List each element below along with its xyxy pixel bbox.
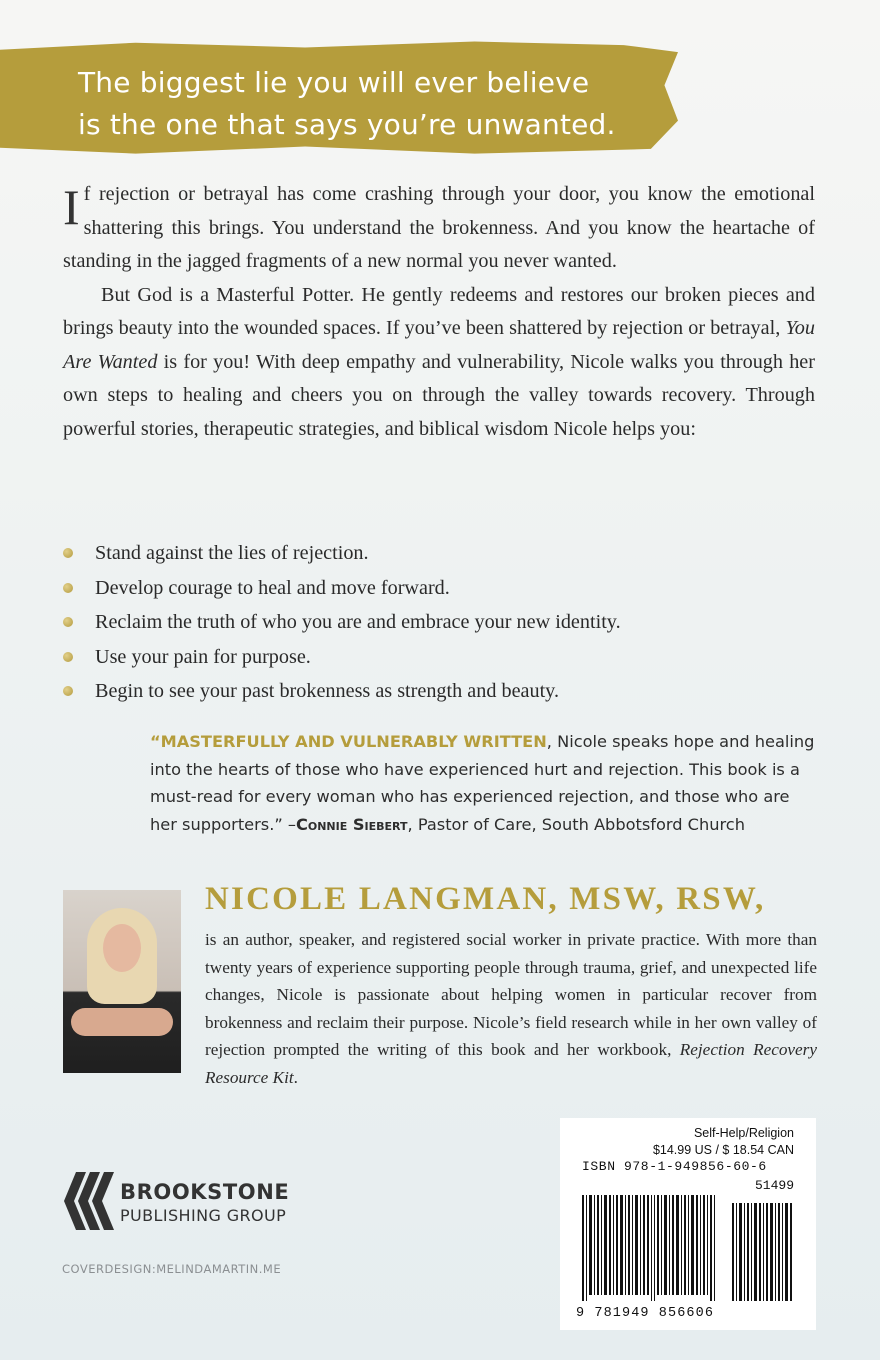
author-name: NICOLE LANGMAN, MSW, RSW,: [205, 881, 766, 917]
quote-role: , Pastor of Care, South Abbotsford Church: [407, 814, 745, 834]
author-photo: [63, 890, 181, 1073]
description-paragraph-2: But God is a Masterful Potter. He gently redeems and restores our broken pieces and brings beauty into the wounded spaces. If you’ve been shattered by rejection or betrayal, You Are Wanted is for you! With deep empathy and vulnerability, Nicole walks you through her own steps to healing and cheers you on through the valley towards recovery. Through powerful stories, therapeutic strategies, and biblical wisdom Nicole helps you:: [63, 283, 815, 440]
bullet-icon: [63, 652, 73, 662]
list-item: Develop courage to heal and move forward.: [63, 571, 823, 606]
quote-lead: “MASTERFULLY AND VULNERABLY WRITTEN: [150, 732, 547, 751]
endorsement-quote: “MASTERFULLY AND VULNERABLY WRITTEN, Nicole speaks hope and healing into the hearts of those who have experienced hurt and rejection. This book is a must-read for every woman who has experienced rejection, and those who are her supporters.” –Connie Siebert, Pastor of Care, South Abbotsford Church: [150, 732, 815, 834]
bullet-icon: [63, 583, 73, 593]
benefit-list: [63, 536, 823, 709]
list-item: Use your pain for purpose.: [63, 640, 823, 675]
list-item: Stand against the lies of rejection.: [63, 536, 823, 571]
isbn: ISBN 978-1-949856-60-6: [582, 1159, 767, 1174]
barcode-number: 9 781949 856606: [576, 1306, 715, 1321]
barcode: [582, 1175, 794, 1301]
headline-line-2: is the one that says you’re unwanted.: [78, 108, 616, 141]
headline-line-1: The biggest lie you will ever believe: [78, 66, 590, 99]
book-title: You Are Wanted: [63, 317, 815, 373]
bullet-icon: [63, 548, 73, 558]
bullet-icon: [63, 617, 73, 627]
list-item: Reclaim the truth of who you are and embrace your new identity.: [63, 605, 823, 640]
description-paragraph-1: If rejection or betrayal has come crashing through your door, you know the emotional shattering this brings. You understand the brokenness. And you know the heartache of standing in the jagged fragments of a new normal you never wanted.: [63, 179, 815, 272]
workbook-title: Rejection Recovery Resource Kit: [205, 1040, 817, 1087]
list-item: Begin to see your past brokenness as strength and beauty.: [63, 674, 823, 709]
quote-attribution: Connie Siebert: [296, 814, 408, 834]
publisher-name: BROOKSTONE: [120, 1180, 290, 1204]
description: [63, 178, 815, 446]
barcode-label: [560, 1118, 816, 1330]
drop-cap: I: [63, 179, 80, 235]
price-addon-code: 51499: [754, 1178, 794, 1193]
book-category: Self-Help/Religion: [693, 1126, 794, 1140]
headline: [78, 62, 678, 146]
cover-design-credit: COVERDESIGN:MELINDAMARTIN.ME: [62, 1262, 282, 1276]
book-price: $14.99 US / $ 18.54 CAN: [652, 1143, 794, 1157]
publisher-chevron-icon: [62, 1170, 114, 1232]
publisher-logo: [62, 1170, 322, 1240]
bullet-icon: [63, 686, 73, 696]
author-bio: is an author, speaker, and registered social worker in private practice. With more than twenty years of experience supporting people through trauma, grief, and unexpected life changes, Nicole is passionate about helping women in particular recover from brokenness and reclaim their purpose. Nicole’s field research while in her own valley of rejection prompted the writing of this book and her workbook, Rejection Recovery Resource Kit.: [205, 930, 817, 1087]
publisher-subtitle: PUBLISHING GROUP: [120, 1206, 287, 1225]
